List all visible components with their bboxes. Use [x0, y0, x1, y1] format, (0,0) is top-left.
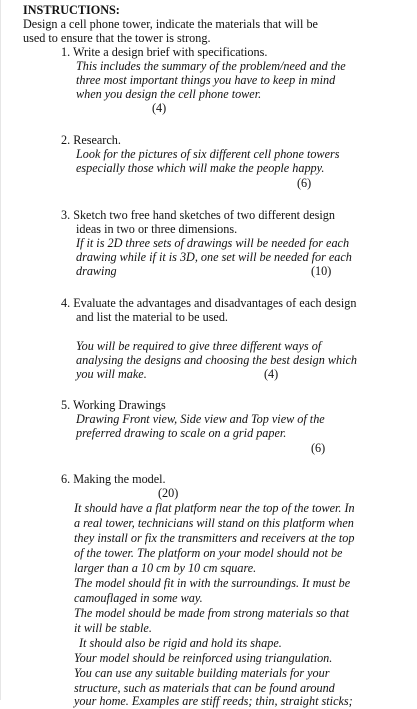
item-5-marks: (6)	[311, 441, 326, 455]
item-1-title: 1. Write a design brief with specifications.	[61, 45, 268, 59]
item-6-text: a real tower, technicians will stand on this platform when	[74, 516, 354, 530]
item-2-marks: (6)	[297, 176, 312, 190]
item-6-text: of the tower. The platform on your model should not be	[74, 546, 343, 560]
left-edge-line	[0, 0, 1, 700]
item-6-text: It should also be rigid and hold its shape.	[79, 636, 282, 650]
item-4-text: you will make.	[76, 367, 147, 381]
item-6-text: It should have a flat platform near the top of the tower. In	[74, 501, 355, 515]
item-2-text: especially those which will make the people happy.	[76, 161, 325, 175]
item-4-marks: (4)	[264, 367, 279, 381]
item-6-text-cut: your home. Examples are stiff reeds; thin, straight sticks;	[74, 694, 353, 708]
item-3-title: 3. Sketch two free hand sketches of two different design	[61, 208, 335, 222]
item-5-text: Drawing Front view, Side view and Top view of the	[76, 412, 325, 426]
item-4-title: 4. Evaluate the advantages and disadvantages of each design	[61, 296, 357, 310]
item-2-title: 2. Research.	[61, 133, 121, 147]
item-3-text: drawing	[76, 264, 117, 278]
item-1-text: three most important things you have to keep in mind	[76, 73, 336, 87]
item-1-marks: (4)	[152, 101, 167, 115]
item-6-title: 6. Making the model.	[61, 472, 166, 486]
item-4-text: analysing the designs and choosing the best design which	[76, 353, 357, 367]
intro-line: Design a cell phone tower, indicate the materials that will be	[23, 17, 318, 31]
item-1-text: This includes the summary of the problem/need and the	[76, 59, 346, 73]
item-6-text: structure, such as materials that can be found around	[74, 681, 335, 695]
item-6-text: The model should fit in with the surroundings. It must be	[74, 576, 351, 590]
item-3-title: ideas in two or three dimensions.	[76, 222, 238, 236]
item-6-text: camouflaged in some way.	[74, 591, 203, 605]
item-6-text: Your model should be reinforced using triangulation.	[74, 651, 333, 665]
item-6-text: they install or fix the transmitters and receivers at the top	[74, 531, 355, 545]
item-4-title: and list the material to be used.	[76, 310, 228, 324]
item-6-marks: (20)	[158, 486, 179, 500]
item-3-text: If it is 2D three sets of drawings will be needed for each	[76, 236, 350, 250]
item-6-text: The model should be made from strong materials so that	[74, 606, 350, 620]
item-6-text: larger than a 10 cm by 10 cm square.	[74, 561, 257, 575]
item-5-text: preferred drawing to scale on a grid paper.	[76, 426, 287, 440]
instructions-heading: INSTRUCTIONS:	[23, 3, 120, 17]
item-1-text: when you design the cell phone tower.	[76, 87, 262, 101]
item-3-marks: (10)	[311, 264, 332, 278]
item-4-text: You will be required to give three different ways of	[76, 339, 322, 353]
item-6-text: You can use any suitable building materials for your	[74, 666, 330, 680]
item-2-text: Look for the pictures of six different cell phone towers	[76, 147, 340, 161]
item-3-text: drawing while if it is 3D, one set will be needed for each	[76, 250, 352, 264]
item-6-text: it will be stable.	[74, 621, 152, 635]
intro-line: used to ensure that the tower is strong.	[23, 31, 211, 45]
item-5-title: 5. Working Drawings	[61, 398, 166, 412]
